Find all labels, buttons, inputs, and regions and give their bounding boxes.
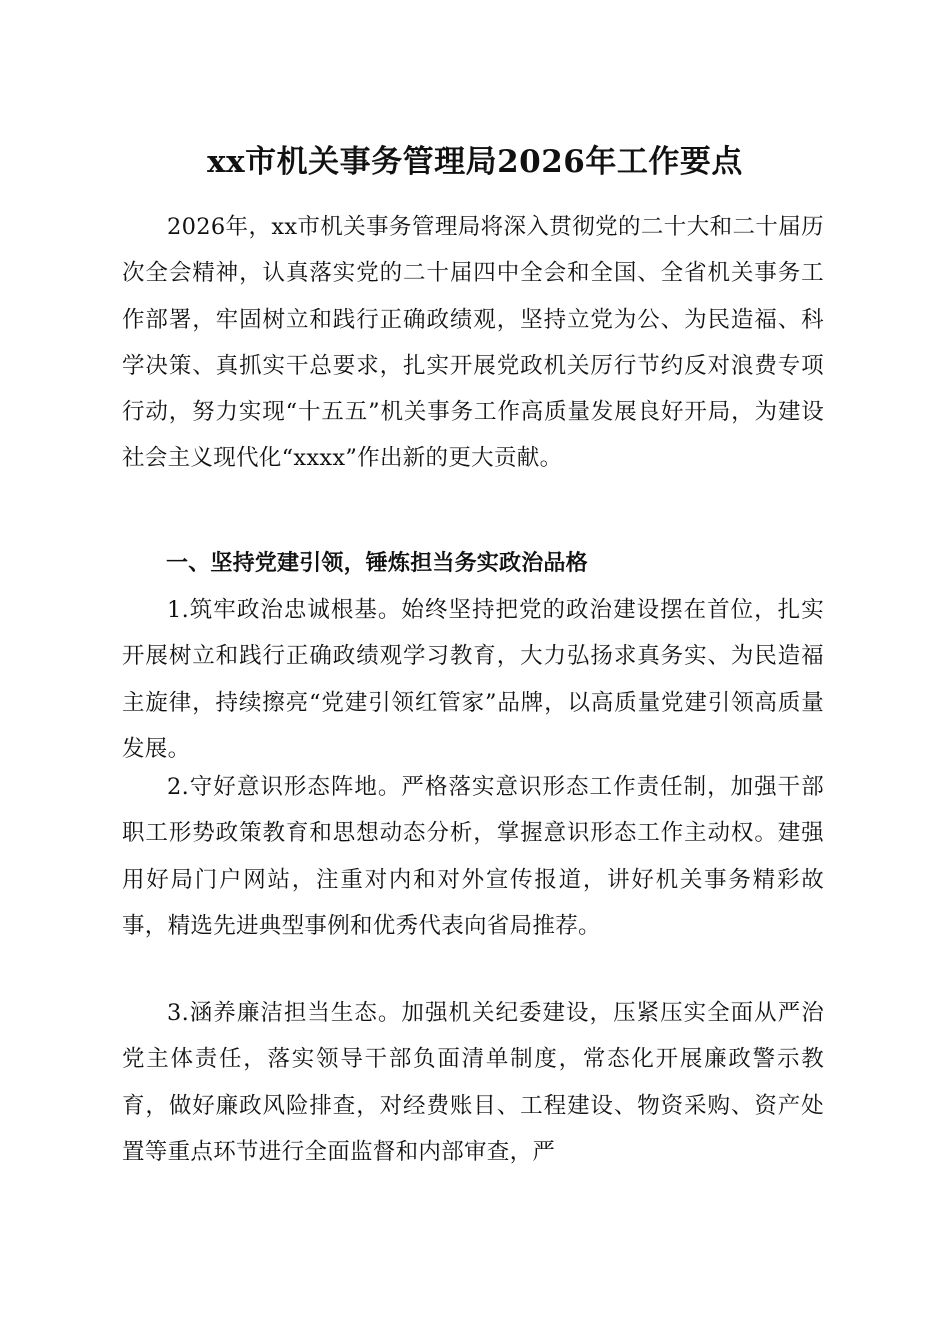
item-paragraph-1: 1.筑牢政治忠诚根基。始终坚持把党的政治建设摆在首位，扎实开展树立和践行正确政绩观学习教育，大力弘扬求真务实、为民造福主旋律，持续擦亮“党建引领红管家”品牌，以高质量党建引领高质量发展。 <box>122 597 824 762</box>
intro-paragraph: 2026年，xx市机关事务管理局将深入贯彻党的二十大和二十届历次全会精神，认真落实党的二十届四中全会和全国、全省机关事务工作部署，牢固树立和践行正确政绩观，坚持立党为公、为民造福、科学决策、真抓实干总要求，扎实开展党政机关厉行节约反对浪费专项行动，努力实现“十五五”机关事务工作高质量发展良好开局，为建设社会主义现代化“xxxx”作出新的更大贡献。 <box>122 214 824 472</box>
item-paragraph-3: 3.涵养廉洁担当生态。加强机关纪委建设，压紧压实全面从严治党主体责任，落实领导干部负面清单制度，常态化开展廉政警示教育，做好廉政风险排查，对经费账目、工程建设、物资采购、资产处置等重点环节进行全面监督和内部审查，严 <box>122 1000 824 1165</box>
item-paragraph-2: 2.守好意识形态阵地。严格落实意识形态工作责任制，加强干部职工形势政策教育和思想动态分析，掌握意识形态工作主动权。建强用好局门户网站，注重对内和对外宣传报道，讲好机关事务精彩故事，精选先进典型事例和优秀代表向省局推荐。 <box>122 774 824 939</box>
document-title: xx市机关事务管理局2026年工作要点 <box>207 144 743 180</box>
section-heading-1: 一、坚持党建引领，锤炼担当务实政治品格 <box>166 551 588 576</box>
